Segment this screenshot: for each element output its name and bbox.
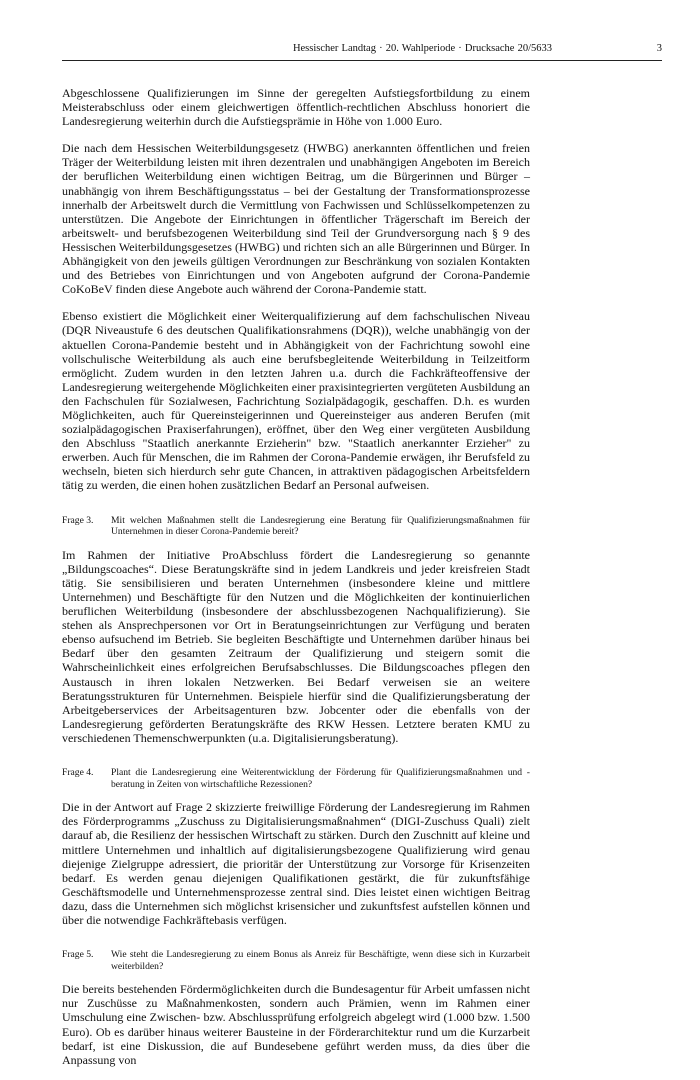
question-label: Frage 3. <box>62 514 94 526</box>
answer-4: Die in der Antwort auf Frage 2 skizzierte freiwillige Förderung der Landesregierung im Rahmen des Förderprogramms „Zuschuss zu Digitalisierungsmaßnahmen“ (DIGI-Zuschuss Quali) zielt darauf ab, die Resilienz der hessischen Wirtschaft zu stärken. Durch den Zuschnitt auf kleine und mittlere Unternehmen und inhaltlich auf digitalisierungsbezogene Qualifizierung wird genau diejenige Zielgruppe adressiert, die prioritär der Unterstützung zur Vorsorge für Krisenzeiten bedarf. Es werden genau diejenigen Qualifikationen gestärkt, die für zukunftsfähige Geschäftsmodelle und Unternehmensprozesse zentral sind. Dies leistet einen wichtigen Beitrag dazu, dass die Unternehmen sich möglichst krisensicher und zukunftsfest aufstellen können und über die notwendige Fachkräftebasis verfügen. <box>62 800 530 927</box>
header-rule <box>62 60 662 61</box>
paragraph: Abgeschlossene Qualifizierungen im Sinne der geregelten Aufstiegsfortbildung zu einem Meisterabschluss oder einem gleichwertigen öffentlich-rechtlichen Abschluss honoriert die Landesregierung weiterhin durch die Aufstiegsprämie in Höhe von 1.000 Euro. <box>62 86 530 129</box>
paragraph: Die nach dem Hessischen Weiterbildungsgesetz (HWBG) anerkannten öffentlichen und freien Träger der Weiterbildung leisten mit ihren dezentralen und unabhängigen Angeboten im Bereich der beruflichen Weiterbildung einen wichtigen Beitrag, um die Bürgerinnen und Bürger – unabhängig von ihrem Beschäftigungsstatus – bei der Gestaltung der Transformationsprozesse innerhalb der Arbeitswelt durch die Vermittlung von Fachwissen und Schlüsselkompetenzen zu unterstützen. Die Angebote der Einrichtungen in öffentlicher Trägerschaft im Bereich der arbeitswelt- und berufsbezogenen Weiterbildung sind Teil der Grundversorgung nach § 9 des Hessischen Weiterbildungsgesetzes (HWBG) und richten sich an alle Bürgerinnen und Bürger. In Abhängigkeit von den jeweils gültigen Verordnungen zur Beschränkung von sozialen Kontakten und des Betriebes von Einrichtungen und von Angeboten aufgrund der Corona-Pandemie CoKoBeV finden diese Angebote auch während der Corona-Pandemie statt. <box>62 141 530 297</box>
question-text: Wie steht die Landesregierung zu einem Bonus als Anreiz für Beschäftigte, wenn diese sich in Kurzarbeit weiterbilden? <box>111 949 530 972</box>
body-text <box>62 86 530 1080</box>
question-label: Frage 4. <box>62 767 94 779</box>
answer-3: Im Rahmen der Initiative ProAbschluss fördert die Landesregierung so genannte „Bildungscoaches“. Diese Beratungskräfte sind in jedem Landkreis und jeder kreisfreien Stadt tätig. Sie sensibilisieren und beraten Unternehmen (insbesondere kleine und mittlere Unternehmen) und Beschäftigte für den Nutzen und die Möglichkeiten der kontinuierlichen beruflichen Weiterbildung (insbesondere der abschlussbezogenen Nachqualifizierung). Sie stehen als Ansprechpersonen vor Ort in Beratungseinrichtungen zur Verfügung und beraten ebenso aufsuchend im Betrieb. Sie begleiten Beschäftigte und Unternehmen darüber hinaus bei Bedarf über den gesamten Zeitraum der Qualifizierung und steigern somit die Wahrscheinlichkeit eines erfolgreichen Berufsabschlusses. Die Bildungscoaches pflegen den Austausch in ihren lokalen Netzwerken. Bei Bedarf verweisen sie an weitere Beratungsstrukturen für Unternehmen. Beispiele hierfür sind die Qualifizierungsberatung der Arbeitgeberservices der Arbeitsagenturen bzw. Jobcenter oder die ebenfalls von der Landesregierung geförderten Beratungskräfte des RKW Hessen. Letztere beraten KMU zu verschiedenen Themenschwerpunkten (u.a. Digitalisierungsberatung). <box>62 547 530 745</box>
answer-5: Die bereits bestehenden Fördermöglichkeiten durch die Bundesagentur für Arbeit umfassen nicht nur Zuschüsse zu Maßnahmenkosten, sondern auch Prämien, wenn im Rahmen einer Umschulung eine Zwischen- bzw. Abschlussprüfung erfolgreich abgelegt wird (1.000 bzw. 1.500 Euro). Ob es darüber hinaus weiterer Bausteine in der Förderarchitektur rund um die Kurzarbeit bedarf, ist eine Diskussion, die auf Bundesebene geführt werden muss, da dies über die Anpassung von <box>62 982 530 1067</box>
question-5 <box>62 949 530 972</box>
question-4 <box>62 767 530 790</box>
question-3 <box>62 515 530 538</box>
paragraph: Ebenso existiert die Möglichkeit einer Weiterqualifizierung auf dem fachschulischen Niveau (DQR Niveaustufe 6 des deutschen Qualifikationsrahmens (DQR)), welche unabhängig von der aktuellen Corona-Pandemie besteht und in Abhängigkeit von der Fachrichtung sowohl eine vollschulische Weiterbildung als auch eine berufsbegleitende Weiterbildung in Teilzeitform ermöglicht. Zudem wurden in den letzten Jahren u.a. durch die Fachkräfteoffensive der Landesregierung weitergehende Möglichkeiten einer praxisintegrierten vergüteten Ausbildung an den Fachschulen für Sozialwesen, Fachrichtung Sozialpädagogik, geschaffen. D.h. es wurden Möglichkeiten, auch für Quereinsteigerinnen und Quereinsteiger aus anderen Berufen (mit sozialpädagogischen Praxiserfahrungen), eröffnet, über den Weg einer vergüteten Ausbildung den Abschluss "Staatlich anerkannte Erzieherin" bzw. "Staatlich anerkannter Erzieher" zu erwerben. Auch für Menschen, die im Rahmen der Corona-Pandemie erwägen, ihr Berufsfeld zu wechseln, bieten sich hierdurch sehr gute Chancen, in attraktiven pädagogischen Arbeitsfeldern tätig zu werden, die einen hohen zusätzlichen Bedarf an Personal aufweisen. <box>62 309 530 493</box>
page-number: 3 <box>656 43 662 54</box>
question-text: Mit welchen Maßnahmen stellt die Landesregierung eine Beratung für Qualifizierungsmaßnahmen für Unternehmen in dieser Corona-Pandemie bereit? <box>111 514 530 538</box>
header-publication-info: Hessischer Landtag · 20. Wahlperiode · Drucksache 20/5633 <box>292 43 552 54</box>
running-header <box>62 41 662 57</box>
question-label: Frage 5. <box>62 949 94 961</box>
question-text: Plant die Landesregierung eine Weiterentwicklung der Förderung für Qualifizierungsmaßnahmen und -beratung in Zeiten von wirtschaftliche Rezessionen? <box>111 767 530 790</box>
